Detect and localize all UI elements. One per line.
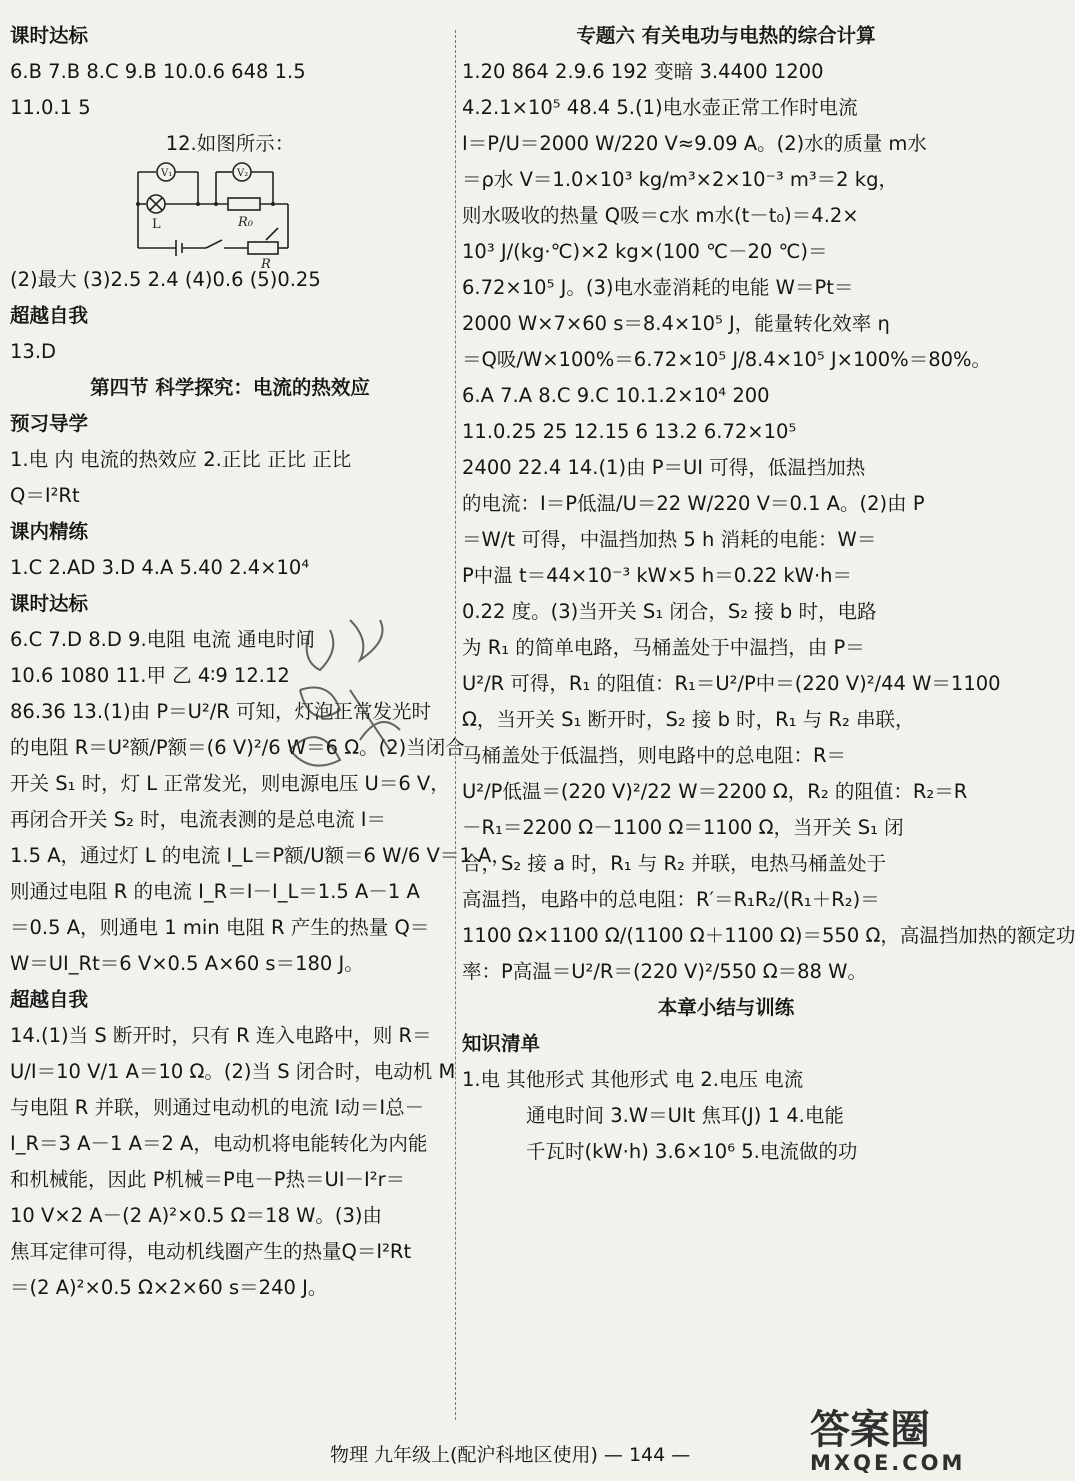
text-line: 10 V×2 A－(2 A)²×0.5 Ω＝18 W。(3)由 xyxy=(10,1204,382,1227)
text-line: 1.C 2.AD 3.D 4.A 5.40 2.4×10⁴ xyxy=(10,556,310,579)
text-line: U²/R 可得，R₁ 的阻值：R₁＝U²/P中＝(220 V)²/44 W＝1100 xyxy=(462,672,1001,695)
text-line: 6.A 7.A 8.C 9.C 10.1.2×10⁴ 200 xyxy=(462,384,770,407)
text-line: 1.5 A，通过灯 L 的电流 I_L＝P额/U额＝6 W/6 V＝1 A， xyxy=(10,844,511,867)
text-line: 14.(1)当 S 断开时，只有 R 连入电路中，则 R＝ xyxy=(10,1024,432,1047)
section-heading: 课时达标 xyxy=(10,24,89,47)
text-line: I＝P/U＝2000 W/220 V≈9.09 A。(2)水的质量 m水 xyxy=(462,132,927,155)
column-divider xyxy=(455,30,456,1420)
text-line: (2)最大 (3)2.5 2.4 (4)0.6 (5)0.25 xyxy=(10,268,321,291)
text-line: 86.36 13.(1)由 P＝U²/R 可知，灯泡正常发光时 xyxy=(10,700,432,723)
circuit-label-r0: R₀ xyxy=(238,215,253,230)
section-heading: 课内精练 xyxy=(10,520,89,543)
circuit-figure xyxy=(10,166,450,272)
text-line: 11.0.1 5 xyxy=(10,96,91,119)
section-heading: 知识清单 xyxy=(462,1032,541,1055)
text-line: －R₁＝2200 Ω－1100 Ω＝1100 Ω，当开关 S₁ 闭 xyxy=(462,816,904,839)
text-line: 1.电 内 电流的热效应 2.正比 正比 正比 xyxy=(10,448,352,471)
text-line: 2000 W×7×60 s＝8.4×10⁵ J，能量转化效率 η xyxy=(462,312,890,335)
text-line: U²/P低温＝(220 V)²/22 W＝2200 Ω，R₂ 的阻值：R₂＝R xyxy=(462,780,968,803)
section-heading: 专题六 有关电功与电热的综合计算 xyxy=(576,24,876,47)
text-line: 0.22 度。(3)当开关 S₁ 闭合，S₂ 接 b 时，电路 xyxy=(462,600,877,623)
text-line: 4.2.1×10⁵ 48.4 5.(1)电水壶正常工作时电流 xyxy=(462,96,858,119)
text-line: Q＝I²Rt xyxy=(10,484,80,507)
right-column xyxy=(462,22,1075,1174)
circuit-label-v1: V₁ xyxy=(161,168,173,179)
circuit-label-v2: V₂ xyxy=(237,168,249,179)
text-line: I_R＝3 A－1 A＝2 A，电动机将电能转化为内能 xyxy=(10,1132,428,1155)
text-line: 开关 S₁ 时，灯 L 正常发光，则电源电压 U＝6 V， xyxy=(10,772,450,795)
section-heading: 本章小结与训练 xyxy=(657,996,795,1019)
text-line: P中温 t＝44×10⁻³ kW×5 h＝0.22 kW·h＝ xyxy=(462,564,853,587)
text-line: 1.20 864 2.9.6 192 变暗 3.4400 1200 xyxy=(462,60,824,83)
circuit-label-lamp: L xyxy=(152,217,161,232)
text-line: ＝W/t 可得，中温挡加热 5 h 消耗的电能：W＝ xyxy=(462,528,877,551)
section-heading: 超越自我 xyxy=(10,988,89,1011)
text-line: U/I＝10 V/1 A＝10 Ω。(2)当 S 闭合时，电动机 M xyxy=(10,1060,456,1083)
text-line: 高温挡，电路中的总电阻：R′＝R₁R₂/(R₁＋R₂)＝ xyxy=(462,888,880,911)
text-line: 再闭合开关 S₂ 时，电流表测的是总电流 I＝ xyxy=(10,808,387,831)
text-line: 2400 22.4 14.(1)由 P＝UI 可得，低温挡加热 xyxy=(462,456,866,479)
text-line: 10.6 1080 11.甲 乙 4∶9 12.12 xyxy=(10,664,290,687)
text-line: 千瓦时(kW·h) 3.6×10⁶ 5.电流做的功 xyxy=(526,1140,858,1163)
text-line: ＝0.5 A，则通电 1 min 电阻 R 产生的热量 Q＝ xyxy=(10,916,430,939)
section-heading: 超越自我 xyxy=(10,304,89,327)
text-line: Ω，当开关 S₁ 断开时，S₂ 接 b 时，R₁ 与 R₂ 串联， xyxy=(462,708,915,731)
text-line: ＝Q吸/W×100%＝6.72×10⁵ J/8.4×10⁵ J×100%＝80%。 xyxy=(462,348,992,371)
circuit-diagram xyxy=(128,160,298,272)
section-heading: 课时达标 xyxy=(10,592,89,615)
text-line: 率：P高温＝U²/R＝(220 V)²/550 Ω＝88 W。 xyxy=(462,960,867,983)
text-line: 焦耳定律可得，电动机线圈产生的热量Q＝I²Rt xyxy=(10,1240,412,1263)
text-line: 10³ J/(kg·℃)×2 kg×(100 ℃－20 ℃)＝ xyxy=(462,240,828,263)
text-line: 1.电 其他形式 其他形式 电 2.电压 电流 xyxy=(462,1068,804,1091)
text-line: 和机械能，因此 P机械＝P电－P热＝UI－I²r＝ xyxy=(10,1168,406,1191)
page-footer: 物理 九年级上(配沪科地区使用) — 144 — xyxy=(330,1444,691,1466)
text-line: ＝(2 A)²×0.5 Ω×2×60 s＝240 J。 xyxy=(10,1276,328,1299)
logo-main: 答案圈 xyxy=(810,1407,930,1453)
text-line: 6.72×10⁵ J。(3)电水壶消耗的电能 W＝Pt＝ xyxy=(462,276,854,299)
text-line: 则通过电阻 R 的电流 I_R＝I－I_L＝1.5 A－1 A xyxy=(10,880,420,903)
site-logo xyxy=(810,1398,965,1475)
text-line: 13.D xyxy=(10,340,57,363)
watermark-stamp xyxy=(270,600,420,790)
text-line: 11.0.25 25 12.15 6 13.2 6.72×10⁵ xyxy=(462,420,797,443)
logo-sub: MXQE.COM xyxy=(810,1451,966,1475)
text-line: 12.如图所示： xyxy=(165,132,295,155)
section-heading: 第四节 科学探究：电流的热效应 xyxy=(90,376,370,399)
text-line: 1100 Ω×1100 Ω/(1100 Ω＋1100 Ω)＝550 Ω，高温挡加热的额定功 xyxy=(462,924,1075,947)
text-line: 合，S₂ 接 a 时，R₁ 与 R₂ 并联，电热马桶盖处于 xyxy=(462,852,887,875)
text-line: 6.B 7.B 8.C 9.B 10.0.6 648 1.5 xyxy=(10,60,306,83)
text-line: ＝ρ水 V＝1.0×10³ kg/m³×2×10⁻³ m³＝2 kg， xyxy=(462,168,898,191)
text-line: 与电阻 R 并联，则通过电动机的电流 I动＝I总－ xyxy=(10,1096,425,1119)
text-line: 的电阻 R＝U²额/P额＝(6 V)²/6 W＝6 Ω。(2)当闭合 xyxy=(10,736,465,759)
text-line: 则水吸收的热量 Q吸＝c水 m水(t－t₀)＝4.2× xyxy=(462,204,859,227)
text-line: 马桶盖处于低温挡，则电路中的总电阻：R＝ xyxy=(462,744,847,767)
section-heading: 预习导学 xyxy=(10,412,89,435)
text-line: 6.C 7.D 8.D 9.电阻 电流 通电时间 xyxy=(10,628,316,651)
text-line: W＝UI_Rt＝6 V×0.5 A×60 s＝180 J。 xyxy=(10,952,364,975)
text-line: 通电时间 3.W＝UIt 焦耳(J) 1 4.电能 xyxy=(526,1104,844,1127)
text-line: 为 R₁ 的简单电路，马桶盖处于中温挡，由 P＝ xyxy=(462,636,865,659)
text-line: 的电流：I＝P低温/U＝22 W/220 V＝0.1 A。(2)由 P xyxy=(462,492,925,515)
circuit-label-r: R xyxy=(261,257,271,272)
